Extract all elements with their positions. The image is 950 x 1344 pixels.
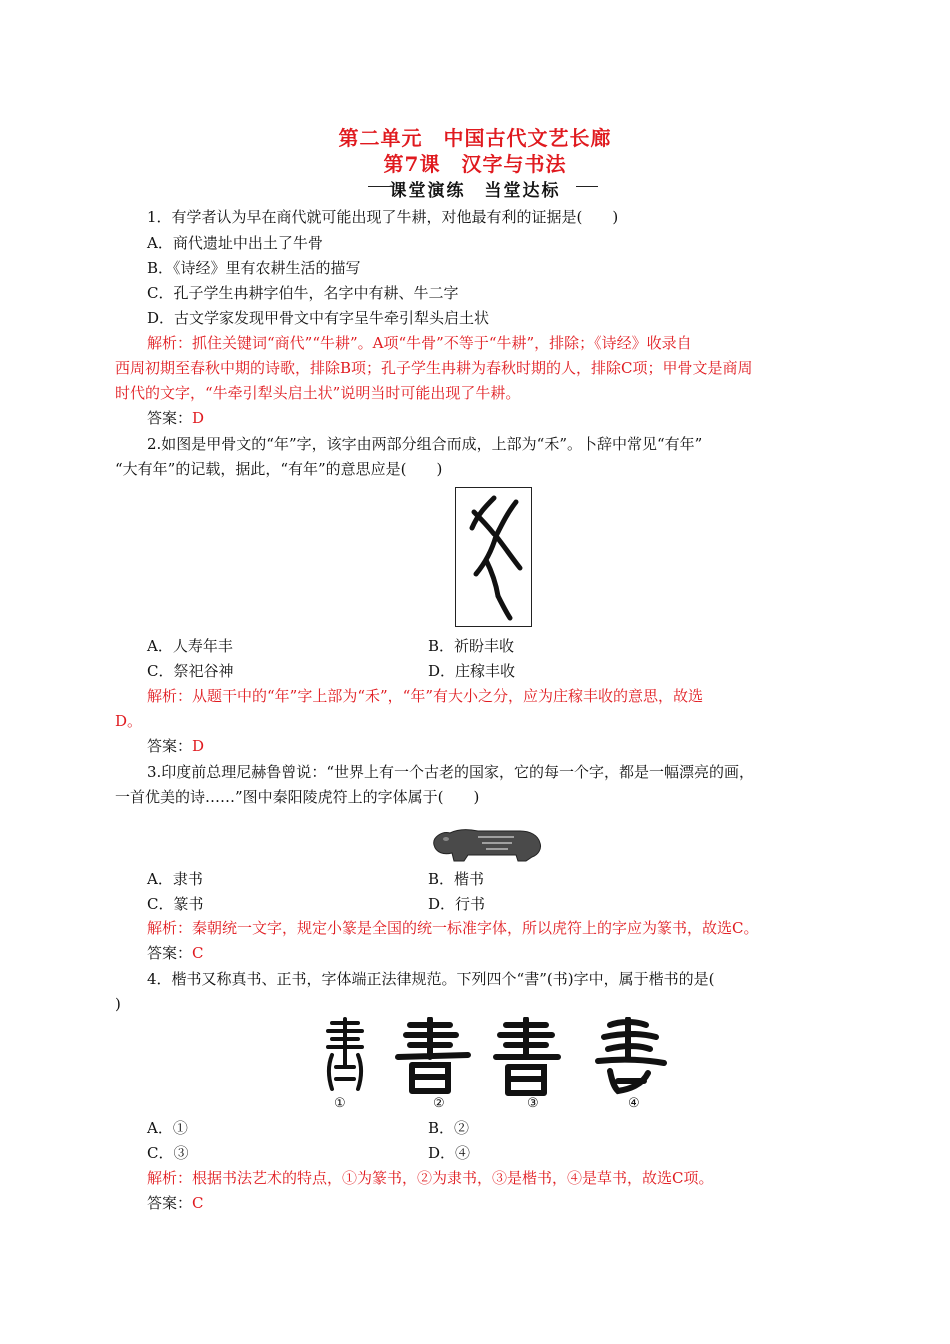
unit-title: 第二单元 中国古代文艺长廊 (338, 126, 612, 150)
oracle-bone-glyph (456, 488, 531, 626)
q1-answer-value: D (192, 409, 205, 427)
q2-answer-value: D (192, 737, 205, 755)
q2-answer (147, 736, 204, 756)
shu-label-2: ② (433, 1096, 445, 1111)
shu-seal-glyph (328, 1019, 362, 1089)
shu-label-4: ④ (628, 1096, 640, 1111)
tiger-tally-shape (428, 823, 546, 867)
q1-analysis-line3: 时代的文字，“牛牵引犁头启土状”说明当时可能出现了牛耕。 (115, 384, 521, 402)
q3-analysis: 解析：秦朝统一文字，规定小篆是全国的统一标准字体，所以虎符上的字应为篆书，故选C。 (147, 919, 759, 937)
q2-analysis-line2: D。 (115, 712, 143, 730)
q2-analysis-line1: 解析：从题干中的“年”字上部为“禾”，“年”有大小之分，应为庄稼丰收的意思，故选 (147, 687, 704, 705)
q4-option-d: D．④ (428, 1144, 471, 1162)
q2-stem-line1: 2.如图是甲骨文的“年”字，该字由两部分组合而成，上部为“禾”。卜辞中常见“有年” (147, 435, 703, 453)
q4-answer-label: 答案： (147, 1194, 193, 1212)
oracle-bone-nian-figure (455, 487, 532, 627)
shu-label-1: ① (334, 1096, 346, 1111)
q1-option-a: A．商代遗址中出土了牛骨 (147, 234, 323, 252)
q3-answer (147, 943, 204, 963)
banner-text: 课堂演练 当堂达标 (389, 181, 561, 201)
q2-option-c: C．祭祀谷神 (147, 662, 234, 680)
q4-option-a: A．① (147, 1119, 188, 1137)
q4-stem-line2: ) (115, 995, 121, 1013)
q3-answer-label: 答案： (147, 944, 193, 962)
q3-option-d: D．行书 (428, 895, 486, 913)
shu-cursive-glyph (598, 1019, 664, 1091)
q2-option-a: A．人寿年丰 (147, 637, 233, 655)
banner-rule-right (576, 186, 598, 187)
q1-answer-label: 答案： (147, 409, 193, 427)
lesson-title: 第7课 汉字与书法 (383, 152, 567, 176)
q3-stem-line2: 一首优美的诗……”图中秦阳陵虎符上的字体属于( ) (115, 788, 480, 806)
shu-characters-figure (318, 1017, 678, 1117)
q1-analysis-line2: 西周初期至春秋中期的诗歌，排除B项；孔子学生冉耕为春秋时期的人，排除C项；甲骨文是商周 (115, 359, 753, 377)
q3-answer-value: C (192, 944, 204, 962)
q2-option-b: B．祈盼丰收 (428, 637, 515, 655)
q2-option-d: D．庄稼丰收 (428, 662, 516, 680)
q1-analysis-line1: 解析：抓住关键词“商代”“牛耕”。A项“牛骨”不等于“牛耕”，排除；《诗经》收录自 (147, 334, 692, 352)
q3-option-a: A．隶书 (147, 870, 203, 888)
shu-clerical-glyph (398, 1019, 468, 1091)
shu-regular-glyph (496, 1019, 558, 1093)
q1-option-b: B．《诗经》里有农耕生活的描写 (147, 259, 361, 277)
q2-answer-label: 答案： (147, 737, 193, 755)
q2-stem-line2: “大有年”的记载，据此，“有年”的意思应是( ) (115, 460, 443, 478)
q4-answer (147, 1193, 204, 1213)
q3-stem-line1: 3.印度前总理尼赫鲁曾说：“世界上有一个古老的国家，它的每一个字，都是一幅漂亮的画， (147, 763, 754, 781)
q4-answer-value: C (192, 1194, 204, 1212)
shu-glyphs (318, 1017, 678, 1097)
q1-option-c: C．孔子学生冉耕字伯牛，名字中有耕、牛二字 (147, 284, 459, 302)
q4-stem-line1: 4．楷书又称真书、正书，字体端正法律规范。下列四个“書”(书)字中，属于楷书的是( (147, 970, 715, 988)
tiger-tally-image (428, 823, 546, 867)
q1-option-d: D．古文学家发现甲骨文中有字呈牛牵引犁头启土状 (147, 309, 490, 327)
q4-option-b: B．② (428, 1119, 470, 1137)
q3-option-c: C．篆书 (147, 895, 204, 913)
q1-answer (147, 408, 204, 428)
q4-option-c: C．③ (147, 1144, 189, 1162)
shu-label-3: ③ (527, 1096, 539, 1111)
q4-analysis: 解析：根据书法艺术的特点，①为篆书，②为隶书，③是楷书，④是草书，故选C项。 (147, 1169, 714, 1187)
section-banner (0, 176, 950, 201)
q3-option-b: B．楷书 (428, 870, 485, 888)
q1-stem: 1．有学者认为早在商代就可能出现了牛耕，对他最有利的证据是( ) (147, 208, 619, 226)
